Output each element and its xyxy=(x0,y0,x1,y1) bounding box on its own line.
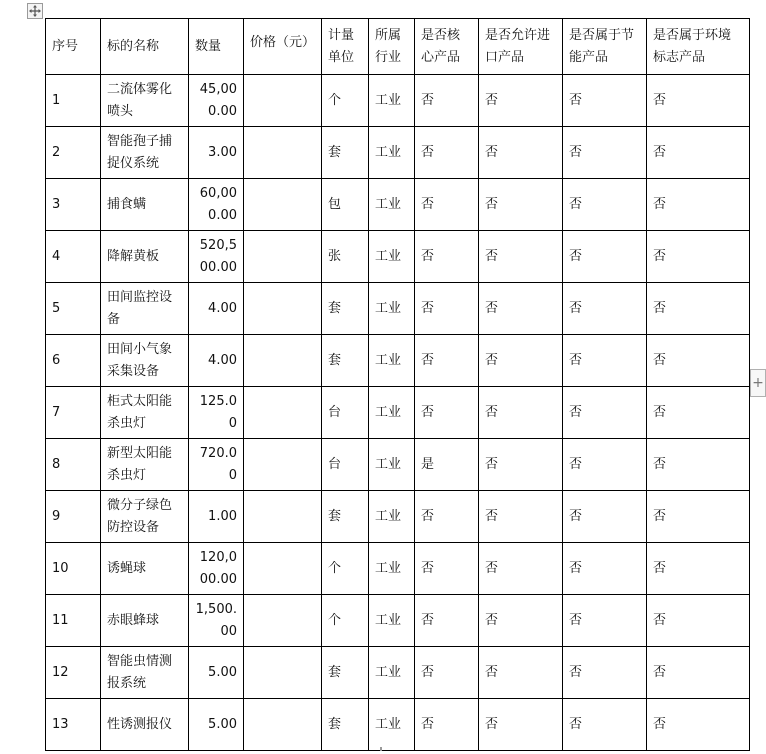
core-product-cell[interactable]: 否 xyxy=(415,543,479,595)
table-row xyxy=(46,127,750,179)
quantity-cell[interactable]: 125.00 xyxy=(189,387,244,439)
import-allowed-cell[interactable]: 否 xyxy=(479,699,563,751)
table-row xyxy=(46,543,750,595)
price-cell[interactable] xyxy=(244,647,322,699)
import-allowed-cell[interactable]: 否 xyxy=(479,231,563,283)
import-allowed-cell[interactable]: 否 xyxy=(479,75,563,127)
header-cell: 序号 xyxy=(46,19,101,75)
quantity-cell[interactable]: 45,000.00 xyxy=(189,75,244,127)
energy-saving-cell[interactable]: 否 xyxy=(563,699,647,751)
industry-cell[interactable]: 工业 xyxy=(369,387,415,439)
item-name-cell[interactable]: 智能孢子捕捉仪系统 xyxy=(101,127,189,179)
unit-cell[interactable]: 个 xyxy=(322,75,369,127)
unit-cell[interactable]: 套 xyxy=(322,491,369,543)
unit-cell[interactable]: 个 xyxy=(322,543,369,595)
industry-cell[interactable]: 工业 xyxy=(369,127,415,179)
table-row xyxy=(46,491,750,543)
unit-cell[interactable]: 套 xyxy=(322,647,369,699)
industry-cell[interactable]: 工业 xyxy=(369,439,415,491)
table-row xyxy=(46,699,750,751)
energy-saving-cell[interactable]: 否 xyxy=(563,179,647,231)
unit-cell[interactable]: 台 xyxy=(322,387,369,439)
industry-cell[interactable]: 工业 xyxy=(369,179,415,231)
row-number-cell[interactable]: 12 xyxy=(46,647,101,699)
row-number-cell[interactable]: 6 xyxy=(46,335,101,387)
row-number-cell[interactable]: 5 xyxy=(46,283,101,335)
energy-saving-cell[interactable]: 否 xyxy=(563,543,647,595)
table-row xyxy=(46,647,750,699)
core-product-cell[interactable]: 否 xyxy=(415,387,479,439)
industry-cell[interactable]: 工业 xyxy=(369,647,415,699)
item-name-cell[interactable]: 赤眼蜂球 xyxy=(101,595,189,647)
industry-cell[interactable]: 工业 xyxy=(369,231,415,283)
energy-saving-cell[interactable]: 否 xyxy=(563,335,647,387)
core-product-cell[interactable]: 否 xyxy=(415,75,479,127)
import-allowed-cell[interactable]: 否 xyxy=(479,543,563,595)
eco-label-cell[interactable]: 否 xyxy=(647,647,750,699)
core-product-cell[interactable]: 否 xyxy=(415,127,479,179)
unit-cell[interactable]: 包 xyxy=(322,179,369,231)
header-cell: 所属行业 xyxy=(369,19,415,75)
table-row xyxy=(46,439,750,491)
energy-saving-cell[interactable]: 否 xyxy=(563,231,647,283)
eco-label-cell[interactable]: 否 xyxy=(647,699,750,751)
table-row xyxy=(46,75,750,127)
import-allowed-cell[interactable]: 否 xyxy=(479,179,563,231)
core-product-cell[interactable]: 否 xyxy=(415,595,479,647)
item-name-cell[interactable]: 二流体雾化喷头 xyxy=(101,75,189,127)
item-name-cell[interactable]: 捕食螨 xyxy=(101,179,189,231)
header-cell: 是否允许进口产品 xyxy=(479,19,563,75)
eco-label-cell[interactable]: 否 xyxy=(647,283,750,335)
unit-cell[interactable]: 套 xyxy=(322,127,369,179)
table-body xyxy=(46,19,750,751)
procurement-table xyxy=(45,18,750,751)
industry-cell[interactable]: 工业 xyxy=(369,595,415,647)
item-name-cell[interactable]: 田间监控设备 xyxy=(101,283,189,335)
quantity-cell[interactable]: 1,500.00 xyxy=(189,595,244,647)
page-edge-mark xyxy=(380,747,382,751)
core-product-cell[interactable]: 否 xyxy=(415,283,479,335)
price-cell[interactable] xyxy=(244,75,322,127)
quantity-cell[interactable]: 1.00 xyxy=(189,491,244,543)
header-cell: 是否核心产品 xyxy=(415,19,479,75)
header-cell: 是否属于节能产品 xyxy=(563,19,647,75)
row-number-cell[interactable]: 2 xyxy=(46,127,101,179)
quantity-cell[interactable]: 60,000.00 xyxy=(189,179,244,231)
price-cell[interactable] xyxy=(244,335,322,387)
eco-label-cell[interactable]: 否 xyxy=(647,595,750,647)
eco-label-cell[interactable]: 否 xyxy=(647,231,750,283)
add-column-button[interactable] xyxy=(750,369,766,397)
price-cell[interactable] xyxy=(244,595,322,647)
industry-cell[interactable]: 工业 xyxy=(369,491,415,543)
quantity-cell[interactable]: 520,500.00 xyxy=(189,231,244,283)
unit-cell[interactable]: 套 xyxy=(322,335,369,387)
price-cell[interactable] xyxy=(244,127,322,179)
row-number-cell[interactable]: 13 xyxy=(46,699,101,751)
import-allowed-cell[interactable]: 否 xyxy=(479,647,563,699)
core-product-cell[interactable]: 否 xyxy=(415,699,479,751)
table-row xyxy=(46,387,750,439)
industry-cell[interactable]: 工业 xyxy=(369,335,415,387)
core-product-cell[interactable]: 否 xyxy=(415,647,479,699)
import-allowed-cell[interactable]: 否 xyxy=(479,127,563,179)
unit-cell[interactable]: 套 xyxy=(322,699,369,751)
item-name-cell[interactable]: 新型太阳能杀虫灯 xyxy=(101,439,189,491)
price-cell[interactable] xyxy=(244,283,322,335)
core-product-cell[interactable]: 否 xyxy=(415,491,479,543)
quantity-cell[interactable]: 4.00 xyxy=(189,335,244,387)
unit-cell[interactable]: 台 xyxy=(322,439,369,491)
row-number-cell[interactable]: 8 xyxy=(46,439,101,491)
header-cell: 是否属于环境标志产品 xyxy=(647,19,750,75)
import-allowed-cell[interactable]: 否 xyxy=(479,439,563,491)
item-name-cell[interactable]: 诱蝇球 xyxy=(101,543,189,595)
core-product-cell[interactable]: 否 xyxy=(415,335,479,387)
core-product-cell[interactable]: 是 xyxy=(415,439,479,491)
energy-saving-cell[interactable]: 否 xyxy=(563,439,647,491)
header-cell: 标的名称 xyxy=(101,19,189,75)
price-cell[interactable] xyxy=(244,491,322,543)
import-allowed-cell[interactable]: 否 xyxy=(479,335,563,387)
header-cell: 数量 xyxy=(189,19,244,75)
table-row xyxy=(46,283,750,335)
table-move-handle-icon[interactable] xyxy=(27,3,43,19)
item-name-cell[interactable]: 智能虫情测报系统 xyxy=(101,647,189,699)
item-name-cell[interactable]: 降解黄板 xyxy=(101,231,189,283)
table-header-row xyxy=(46,19,750,75)
item-name-cell[interactable]: 柜式太阳能杀虫灯 xyxy=(101,387,189,439)
table-row xyxy=(46,595,750,647)
row-number-cell[interactable]: 3 xyxy=(46,179,101,231)
energy-saving-cell[interactable]: 否 xyxy=(563,595,647,647)
unit-cell[interactable]: 张 xyxy=(322,231,369,283)
energy-saving-cell[interactable]: 否 xyxy=(563,75,647,127)
industry-cell[interactable]: 工业 xyxy=(369,543,415,595)
core-product-cell[interactable]: 否 xyxy=(415,231,479,283)
quantity-cell[interactable]: 720.00 xyxy=(189,439,244,491)
price-cell[interactable] xyxy=(244,543,322,595)
row-number-cell[interactable]: 11 xyxy=(46,595,101,647)
table-row xyxy=(46,231,750,283)
energy-saving-cell[interactable]: 否 xyxy=(563,491,647,543)
eco-label-cell[interactable]: 否 xyxy=(647,543,750,595)
row-number-cell[interactable]: 9 xyxy=(46,491,101,543)
row-number-cell[interactable]: 1 xyxy=(46,75,101,127)
eco-label-cell[interactable]: 否 xyxy=(647,127,750,179)
price-cell[interactable] xyxy=(244,699,322,751)
price-cell[interactable] xyxy=(244,231,322,283)
header-cell: 计量单位 xyxy=(322,19,369,75)
plus-icon: + xyxy=(752,375,764,391)
item-name-cell[interactable]: 微分子绿色防控设备 xyxy=(101,491,189,543)
energy-saving-cell[interactable]: 否 xyxy=(563,283,647,335)
table-row xyxy=(46,179,750,231)
eco-label-cell[interactable]: 否 xyxy=(647,335,750,387)
energy-saving-cell[interactable]: 否 xyxy=(563,647,647,699)
row-number-cell[interactable]: 10 xyxy=(46,543,101,595)
quantity-cell[interactable]: 3.00 xyxy=(189,127,244,179)
industry-cell[interactable]: 工业 xyxy=(369,699,415,751)
energy-saving-cell[interactable]: 否 xyxy=(563,387,647,439)
import-allowed-cell[interactable]: 否 xyxy=(479,387,563,439)
eco-label-cell[interactable]: 否 xyxy=(647,491,750,543)
energy-saving-cell[interactable]: 否 xyxy=(563,127,647,179)
core-product-cell[interactable]: 否 xyxy=(415,179,479,231)
import-allowed-cell[interactable]: 否 xyxy=(479,595,563,647)
unit-cell[interactable]: 套 xyxy=(322,283,369,335)
table-row xyxy=(46,335,750,387)
item-name-cell[interactable]: 性诱测报仪 xyxy=(101,699,189,751)
move-arrows-icon xyxy=(29,5,41,17)
eco-label-cell[interactable]: 否 xyxy=(647,387,750,439)
price-cell[interactable] xyxy=(244,387,322,439)
quantity-cell[interactable]: 5.00 xyxy=(189,647,244,699)
item-name-cell[interactable]: 田间小气象采集设备 xyxy=(101,335,189,387)
eco-label-cell[interactable]: 否 xyxy=(647,179,750,231)
eco-label-cell[interactable]: 否 xyxy=(647,75,750,127)
price-cell[interactable] xyxy=(244,179,322,231)
import-allowed-cell[interactable]: 否 xyxy=(479,491,563,543)
unit-cell[interactable]: 个 xyxy=(322,595,369,647)
quantity-cell[interactable]: 4.00 xyxy=(189,283,244,335)
row-number-cell[interactable]: 7 xyxy=(46,387,101,439)
header-cell-price: 价格（元） xyxy=(244,19,322,75)
quantity-cell[interactable]: 5.00 xyxy=(189,699,244,751)
industry-cell[interactable]: 工业 xyxy=(369,75,415,127)
quantity-cell[interactable]: 120,000.00 xyxy=(189,543,244,595)
industry-cell[interactable]: 工业 xyxy=(369,283,415,335)
row-number-cell[interactable]: 4 xyxy=(46,231,101,283)
eco-label-cell[interactable]: 否 xyxy=(647,439,750,491)
import-allowed-cell[interactable]: 否 xyxy=(479,283,563,335)
price-cell[interactable] xyxy=(244,439,322,491)
